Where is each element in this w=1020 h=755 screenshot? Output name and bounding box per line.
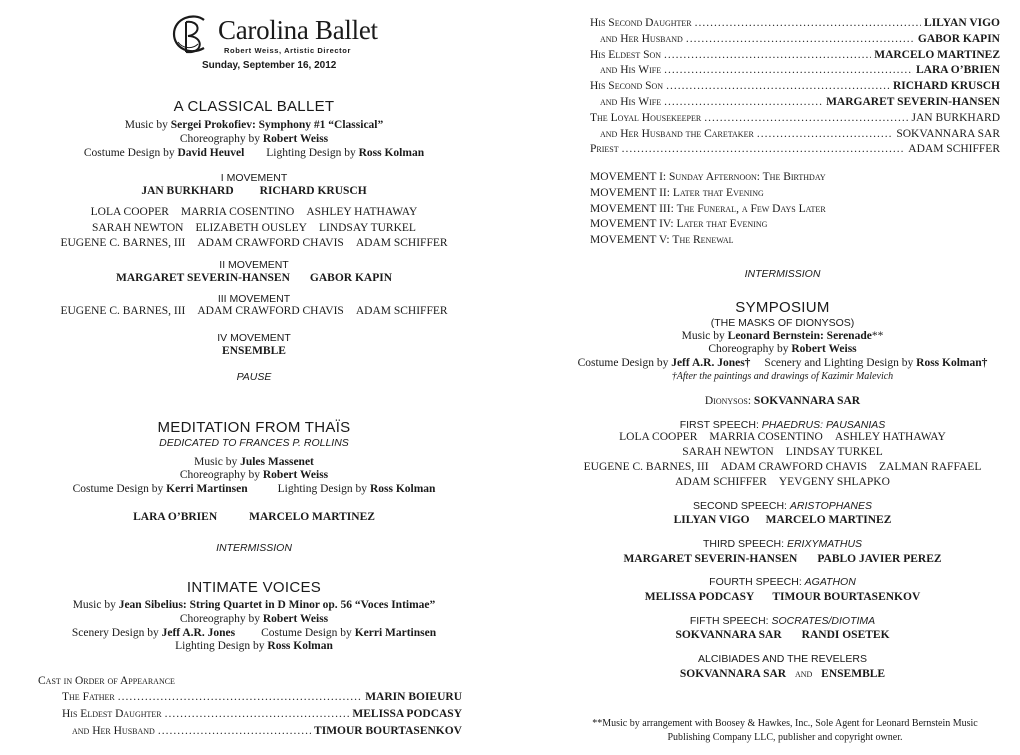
symposium-music-credit: Music by Leonard Bernstein: Serenade** xyxy=(681,329,884,342)
cast-row: His Eldest Daughter ..... MELISSA PODCASY xyxy=(62,708,462,722)
movement-line: MOVEMENT I: Sunday Afternoon: The Birthday xyxy=(590,171,826,183)
third-speech-cast: MARGARET SEVERIN-HANSEN PABLO JAVIER PEREZ xyxy=(623,552,942,565)
pause-label: PAUSE xyxy=(236,371,272,384)
fourth-speech-cast: MELISSA PODCASY TIMOUR BOURTASENKOV xyxy=(644,590,921,603)
intimate-voices-title: INTIMATE VOICES xyxy=(186,579,322,596)
footnote-line-2: Publishing Company LLC, publisher and copyright owner. xyxy=(667,732,903,743)
bernstein-footnote xyxy=(565,718,1005,744)
movement-2-heading: II MOVEMENT xyxy=(219,259,289,272)
movement-4-cast: ENSEMBLE xyxy=(222,344,286,357)
cast-list-part-1 xyxy=(62,691,462,738)
cast-row: and Her Husband ..... TIMOUR BOURTASENKOV xyxy=(62,725,462,739)
intimate-design-credits: Scenery Design by Jeff A.R. Jones Costume Design by Kerri Martinsen xyxy=(71,626,437,639)
classical-music-credit: Music by Sergei Prokofiev: Symphony #1 “Classical” xyxy=(124,119,384,131)
meditation-section xyxy=(20,419,488,554)
third-speech-heading: THIRD SPEECH: ERIXYMATHUS xyxy=(702,537,863,550)
cast-heading: Cast in Order of Appearance xyxy=(38,675,175,687)
cast-row: and Her Husband ..... GABOR KAPIN xyxy=(590,33,1000,47)
fifth-speech-heading: FIFTH SPEECH: SOCRATES/DIOTIMA xyxy=(689,614,876,627)
first-speech-row-2: SARAH NEWTON LINDSAY TURKEL xyxy=(682,446,883,459)
movement-line: MOVEMENT IV: Later that Evening xyxy=(590,218,768,231)
classical-ballet-title: A CLASSICAL BALLET xyxy=(173,98,335,115)
movement-list xyxy=(590,171,826,248)
movement-1-corps-row-3: EUGENE C. BARNES, III ADAM CRAWFORD CHAVIS ADAM SCHIFFER xyxy=(60,237,448,250)
cast-row: and Her Husband the Caretaker ..... SOKVANNARA SAR xyxy=(590,128,1000,142)
intimate-music-credit: Music by Jean Sibelius: String Quartet in D Minor op. 56 “Voces Intimae” xyxy=(72,599,436,611)
classical-design-credits: Costume Design by David Heuvel Lighting Design by Ross Kolman xyxy=(83,146,425,159)
cast-row: and His Wife ..... LARA O’BRIEN xyxy=(590,64,1000,78)
dionysos-line: Dionysos: SOKVANNARA SAR xyxy=(704,394,861,407)
symposium-title: SYMPOSIUM xyxy=(735,299,830,316)
cast-row: The Loyal Housekeeper ..... JAN BURKHARD xyxy=(590,112,1000,126)
meditation-design-credits: Costume Design by Kerri Martinsen Lighting Design by Ross Kolman xyxy=(72,483,436,496)
intermission-1-label: INTERMISSION xyxy=(216,541,292,554)
movement-1-corps-row-1: LOLA COOPER MARRIA COSENTINO ASHLEY HATHAWAY xyxy=(90,205,418,218)
second-speech-heading: SECOND SPEECH: ARISTOPHANES xyxy=(693,499,872,512)
intimate-choreo-credit: Choreography by Robert Weiss xyxy=(179,612,329,625)
cast-row: Priest ..... ADAM SCHIFFER xyxy=(590,143,1000,157)
movement-1-heading: I MOVEMENT xyxy=(220,172,288,185)
second-speech-cast: LILYAN VIGO MARCELO MARTINEZ xyxy=(673,514,892,527)
fifth-speech-cast: SOKVANNARA SAR RANDI OSETEK xyxy=(675,629,890,642)
classical-choreo-credit: Choreography by Robert Weiss xyxy=(179,132,329,145)
malevich-note: †After the paintings and drawings of Kazimir Malevich xyxy=(671,370,894,382)
movement-1-corps-row-2: SARAH NEWTON ELIZABETH OUSLEY LINDSAY TURKEL xyxy=(92,221,416,234)
meditation-choreo-credit: Choreography by Robert Weiss xyxy=(179,469,329,482)
intimate-lighting-credit: Lighting Design by Ross Kolman xyxy=(175,640,333,653)
movement-4-heading: IV MOVEMENT xyxy=(217,331,291,344)
intimate-voices-section xyxy=(20,579,488,654)
cast-row: His Eldest Son ..... MARCELO MARTINEZ xyxy=(590,49,1000,63)
first-speech-heading: FIRST SPEECH: PHAEDRUS: PAUSANIAS xyxy=(679,418,886,431)
meditation-dedication: DEDICATED TO FRANCES P. ROLLINS xyxy=(159,437,349,449)
symposium-subtitle: (THE MASKS OF DIONYSOS) xyxy=(710,317,855,329)
symposium-section xyxy=(565,299,1000,682)
first-speech-row-4: ADAM SCHIFFER YEVGENY SHLAPKO xyxy=(675,475,890,488)
artistic-director-line: Robert Weiss, Artistic Director xyxy=(224,46,351,55)
cast-row: and His Wife ..... MARGARET SEVERIN-HANSEN xyxy=(590,96,1000,110)
cast-row: His Second Daughter ..... LILYAN VIGO xyxy=(590,17,1000,31)
movement-2-leads: MARGARET SEVERIN-HANSEN GABOR KAPIN xyxy=(115,271,393,284)
cast-row: The Father ..... MARIN BOIEURU xyxy=(62,691,462,705)
movement-line: MOVEMENT III: The Funeral, a Few Days Later xyxy=(590,202,826,215)
fourth-speech-heading: FOURTH SPEECH: AGATHON xyxy=(709,576,856,589)
meditation-cast: LARA O’BRIEN MARCELO MARTINEZ xyxy=(133,510,375,523)
performance-date: Sunday, September 16, 2012 xyxy=(202,60,337,71)
meditation-music-credit: Music by Jules Massenet xyxy=(194,455,314,468)
first-speech-row-3: EUGENE C. BARNES, III ADAM CRAWFORD CHAVIS ZALMAN RAFFAEL xyxy=(583,460,982,473)
cast-list-part-2 xyxy=(590,17,1000,157)
movement-1-leads: JAN BURKHARD RICHARD KRUSCH xyxy=(141,184,367,197)
logo-wordmark: Carolina Ballet xyxy=(218,15,378,45)
movement-3-cast: EUGENE C. BARNES, III ADAM CRAWFORD CHAVIS ADAM SCHIFFER xyxy=(60,305,448,318)
meditation-title: MEDITATION FROM THAÏS xyxy=(157,419,351,436)
symposium-choreo-credit: Choreography by Robert Weiss xyxy=(708,343,857,356)
cb-monogram-icon xyxy=(168,14,214,58)
movement-line: MOVEMENT V: The Renewal xyxy=(590,234,734,247)
intermission-2-label: INTERMISSION xyxy=(744,268,821,280)
movement-3-heading: III MOVEMENT xyxy=(217,292,291,305)
first-speech-row-1: LOLA COOPER MARRIA COSENTINO ASHLEY HATHAWAY xyxy=(619,431,946,444)
footnote-line-1: **Music by arrangement with Boosey & Hawkes, Inc., Sole Agent for Leonard Bernstein Music xyxy=(592,718,978,729)
movement-line: MOVEMENT II: Later that Evening xyxy=(590,186,764,199)
alcibiades-heading: ALCIBIADES AND THE REVELERS xyxy=(697,653,868,666)
alcibiades-cast: SOKVANNARA SAR and ENSEMBLE xyxy=(679,667,886,680)
cast-row: His Second Son ..... RICHARD KRUSCH xyxy=(590,80,1000,94)
symposium-design-credits: Costume Design by Jeff A.R. Jones† Scenery and Lighting Design by Ross Kolman† xyxy=(577,357,988,370)
classical-ballet-section xyxy=(20,98,488,384)
